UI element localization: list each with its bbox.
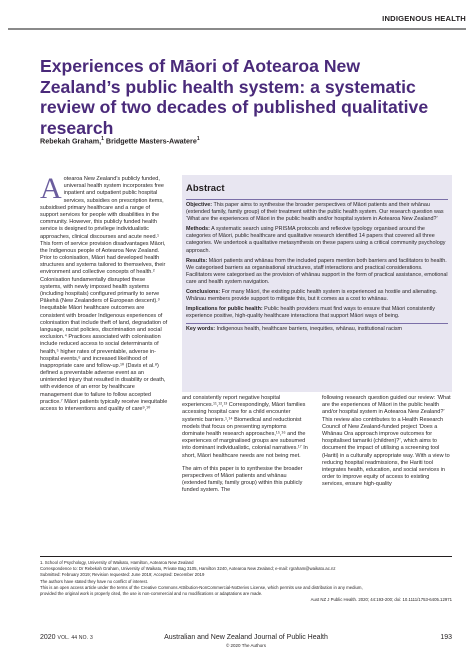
issue-year: 2020	[40, 634, 56, 641]
abstract-heading: Abstract	[186, 183, 225, 194]
affiliation-marker: 1	[196, 136, 200, 142]
body-column-3	[322, 395, 452, 494]
body-paragraph: and consistently report negative hospital experiences.¹¹,¹²,¹³ Correspondingly, Māori families accessing hospital care for a child encounter systemic barriers.¹,¹⁴ Biomedical and reductionist models that focus on presenting symptoms dominate health research approaches,¹⁵,¹⁶ and the experiences of marginalised groups are subsumed into dominant individualistic, colonial narratives.¹⁷ In short, Māori healthcare needs are not being met.	[182, 395, 308, 459]
section-tag: INDIGENOUS HEALTH	[382, 14, 466, 23]
abstract-text: A systematic search using PRISMA protocols and reflexive typology organised around the categories of Māori, public healthcare and qualitative research identified 14 papers that covered all three categories. We undertook a qualitative metasynthesis on these papers using a critical community psychology approach.	[186, 226, 446, 254]
conflict-of-interest: The authors have stated they have no conflict of interest.	[40, 578, 148, 584]
submission-dates: Submitted: February 2019; Revision requested: June 2019; Accepted: December 2019	[40, 572, 205, 578]
license-note: This is an open access article under the terms of the Creative Commons Attribution-NonCommercial-NoDerivs License, which permits use and distribution in any medium,	[40, 584, 363, 590]
body-paragraph: following research question guided our review: ‘What are the experiences of Māori in the public health and/or hospital system in Aotearoa New Zealand?’ This review also contributes to a Health Research Council of New Zealand-funded project ‘Does a Whānau Ora approach improve outcomes for hospitalised tamariki (children)?’, which aims to document the impact of utilising a screening tool (Hariti) in a culturally appropriate way. With a view to reducing hospital readmissions, the Hariti tool integrates health, education, and social services in order to improve equity of access to existing services, ensure high-quality	[322, 395, 451, 488]
footnote-block	[40, 556, 452, 603]
abstract-text: Indigenous health, healthcare barriers, inequities, whānau, institutional racism	[215, 326, 403, 333]
abstract-text: This paper aims to synthesise the broader perspectives of Māori patients and their whānau (extended family, family group) of their treatment within the public health system. Our research question was ‘What are the experiences of Māori in the public health and/or hospital system in Aotearoa New Zealand?’	[186, 202, 444, 223]
correspondence-note: Correspondence to: Dr Rebekah Graham, University of Waikato, Private Bag 3105, Hamilton 3240, Aotearoa New Zealand; e-mail: rgraham@waikato.ac.nz	[40, 566, 336, 572]
volume-number: VOL. 44 NO. 3	[57, 635, 93, 641]
author-name: Rebekah Graham,	[40, 136, 102, 146]
abstract-label: Objective:	[186, 202, 213, 208]
abstract-text: For many Māori, the existing public health system is experienced as hostile and alienating. Whānau members provide support to mitigate this, but it comes as a cost to whānau.	[186, 289, 438, 303]
article-title: Experiences of Māori of Aotearoa New Zealand’s public health system: a systematic review of two decades of published qualitative research	[40, 56, 429, 138]
abstract-box	[182, 175, 452, 392]
abstract-implications	[186, 306, 448, 320]
journal-name: Australian and New Zealand Journal of Public Health	[164, 634, 328, 641]
abstract-label: Conclusions:	[186, 289, 221, 296]
intro-text: otearoa New Zealand’s publicly funded, universal health system incorporates free inpatient and outpatient public hospital services, subsidies on prescription items, subsidised primary healthcare and a range of support services for people with disabilities in the community. However, this publicly funded health service is designed to privilege individualistic approaches, clinical discourses and acute need.¹ This form of service provision disadvantages Māori, the Indigenous people of Aotearoa New Zealand. Prior to colonisation, Māori had developed health structures and systems tailored to themselves, their environment and collective concepts of health.² Colonisation fundamentally disrupted these systems, with newly imposed health systems (including hospitals) configured primarily to serve Pākehā (New Zealanders of European descent).³ Inequitable Māori healthcare outcomes are consistent with broader Indigenous experiences of colonisation that include theft of land, degradation of language, racist policies, discrimination and social exclusion.⁴ Practices associated with colonisation include reduced access to social determinants of health,⁵ higher rates of preventable, adverse in-hospital events,⁶ and increased likelihood of inappropriate care and follow-up.¹⁰ (Davis et al.⁸) defined a preventable adverse event as an unintended injury that resulted in disability or death, with evidence of an error by healthcare management due to failure to follow accepted practice.⁷ Māori patients typically receive inequitable access to interventions and quality of care⁹,¹⁰	[40, 176, 168, 412]
header-rule	[8, 28, 466, 30]
page-footer	[40, 634, 452, 648]
abstract-objective	[186, 202, 448, 223]
drop-cap: A	[40, 172, 62, 205]
author-list	[40, 136, 200, 145]
abstract-text: Māori patients and whānau from the included papers mention both barriers and facilitators to health. We categorised barriers as organisational structures, staff interactions and practical considerations. Facilitators were categorised as the provision of whānau support in the form of practical assistance, emotional care and health system navigation.	[186, 257, 448, 285]
abstract-label: Implications for public health:	[186, 306, 263, 313]
author-name: Bridgette Masters-Awatere	[103, 136, 197, 146]
affiliation-note: 1. School of Psychology, University of Waikato, Hamilton, Aotearoa New Zealand	[40, 560, 194, 565]
copyright-line: © 2020 The Authors	[225, 643, 266, 648]
abstract-methods	[186, 226, 448, 254]
body-paragraph: The aim of this paper is to synthesise the broader perspectives of Māori patients and whānau (extended family, family group) within this publicly funded system. The	[182, 465, 303, 494]
abstract-text: Public health providers must find ways to ensure that Māori consistently experience positive, high-quality healthcare interactions that support Māori ways of being.	[186, 306, 435, 320]
citation-line: Aust NZ J Public Health. 2020; 44:193-200; doi: 10.1111/1753-6405.12971	[310, 597, 452, 603]
abstract-rule	[186, 323, 448, 324]
license-note-continued: provided the original work is properly cited, the use is non-commercial and no modifications or adaptations are made.	[40, 591, 263, 597]
body-column-2	[182, 395, 310, 500]
abstract-label: Methods:	[186, 226, 210, 233]
page-number: 193	[440, 634, 452, 641]
abstract-label: Results:	[186, 257, 208, 264]
abstract-conclusions	[186, 289, 448, 303]
affiliation-marker: 1	[101, 136, 104, 142]
abstract-rule	[186, 199, 448, 200]
intro-column	[40, 172, 168, 413]
abstract-results	[186, 258, 448, 286]
abstract-keywords	[186, 326, 448, 333]
abstract-label: Key words:	[186, 326, 216, 333]
